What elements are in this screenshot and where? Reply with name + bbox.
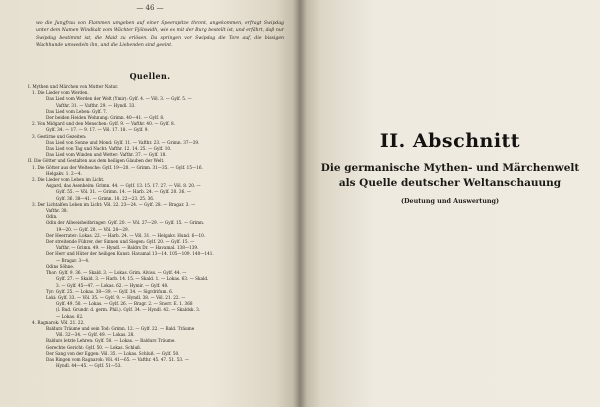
source-entry: Vafthr. 31. — Vafthr. 29. — Hyndl. 33.: [56, 102, 136, 108]
source-entry: Der streitende Führer, der Sinnen und Siegen: Gylf. 20. — Gylf. 15. —: [46, 239, 195, 245]
source-entry: Der Herr und Hüter der heiligen Kunst: Havamal 13—14. 105—109. 140—141.: [46, 251, 214, 257]
intro-paragraph: wo die Jungfrau von Flammen umgeben auf einer Speerspitze thront, angekommen, erfragt Swipdag unter dem Namen Windkalt vom Wächter Fjölswidh, wie es mit der Burg bestellt ist, und erfährt, daß nur Swipdag bestimmt ist, die Maid zu erlösen. Da springen vor Swipdag die Tore auf, die bissigen Wachhunde umwedeln ihn, und die Liebenden sind geeint.: [36, 21, 284, 49]
source-entry: Baldurs letzte Lehren: Gylf. 50. — Lokas. — Baldurs Träume.: [46, 338, 176, 344]
source-entry: 1. Die Lieder vom Werden.: [32, 90, 89, 96]
source-entry: Vafthr. — Grimn. 49. — Hyndl. — Baldrs Dr. — Havamal. 138—139.: [56, 245, 199, 251]
source-entry: Das Lied von Sonne und Mond: Gylf. 11. — Vafthr. 23. — Grimn. 37—39.: [46, 139, 200, 145]
source-entry: Das Lied von Tag und Nacht: Vafthr. 12. 14. 25. — Gylf. 10.: [46, 146, 172, 152]
chapter-note: (Deutung und Auswertung): [400, 197, 500, 205]
source-entry: Thor: Gylf. 9. 36. — Skald. 3. — Lokas. Grim. Alviss. — Gylf. 44. —: [46, 270, 187, 276]
source-entry: Das Lied vom Winden und Wetter: Vafthr. 37. — Gylf. 18.: [46, 152, 167, 158]
source-entry: 3. Der Lichtalfen Leben im Licht: Völ. 22. 23—24. — Gylf. 28. — Bragar. 3. —: [32, 201, 196, 207]
source-entry: Gylf. 55. — Völ. 31. — Grimn. 14. — Harb. 24. — Gylf. 20. 36. —: [56, 189, 192, 195]
source-entry: 3. — Gylf. 45—47. — Lokas. 62. — Hymir. — Gylf. 48.: [56, 282, 169, 288]
source-entry: Der Heerrater: Lokas. 22. — Harb. 24. — Völ. 31. — Helgakv. Hund. 6—10.: [46, 232, 206, 238]
source-entry: Asgard, das Asenheim: Grimn. 44. — Gylf. 13. 15. 17. 27. — Völ. 8. 20. —: [46, 183, 201, 189]
source-entry: Der Sang von der Eggen: Völ. 35. — Lokas. Schluß. — Gylf. 50.: [46, 350, 180, 356]
source-entry: Gylf. 27. — Skald. 3. — Harb. 14. 15. — Skald. 1. — Lokas. 63. — Skald.: [56, 276, 209, 282]
page-number: — 46 —: [136, 4, 164, 12]
source-entry: (l. Bud. Grundr. d. germ. Phil.). Gylf. 34. — Hyndl. 42. — Skaldsk. 3.: [56, 307, 201, 313]
source-entry: Odin der Allweisheitbringer: Gylf. 20. — Völ. 27—29. — Gylf. 15. — Grimn.: [46, 220, 205, 226]
source-entry: Helgakv. 1. 2—4.: [46, 170, 82, 176]
source-entry: Vafthr. 38.: [46, 208, 68, 214]
chapter-heading-block: [300, 130, 600, 205]
source-entry: Das Ringen vom Ragnarok: Völ. 41—65. — Vafthr. 45. 47. 51. 53. —: [46, 356, 189, 362]
chapter-title: II. Abschnitt: [379, 130, 521, 152]
source-entry: Loki: Gylf. 33. — Völ. 35. — Gylf. 9. — Hyndl. 38. — Völ. 21. 22. —: [46, 294, 186, 300]
source-entry: 2. Von Midgard und den Menschen: Gylf. 9. — Vafthr. 40. — Gylf. 8.: [32, 121, 176, 127]
source-entry: — Bragar. 3—4.: [56, 257, 90, 263]
source-entry: 3. Gestirne und Gezeiten:: [32, 133, 87, 139]
source-entry: 4. Ragnarok: Völ. 21. 22.: [32, 319, 85, 325]
source-entry: 2. Die Lieder vom Leben im Licht.: [32, 177, 105, 183]
source-entry: II. Die Götter und Gestalten aus dem heiligen Glauben der Welt.: [28, 158, 165, 164]
source-entry: Baldurs Träume und sein Tod: Grimn. 12. — Gylf. 22. — Bald. Träume: [46, 325, 195, 331]
source-entry: Gylf. 36. 38—41. — Grimn. 18. 22—23. 25. 36.: [56, 195, 155, 201]
source-entry: Das Lied vom Leben: Gylf. 7.: [46, 108, 108, 114]
source-entry: Völ. 32—34. — Gylf. 49. — Lokas. 28.: [56, 332, 135, 338]
source-entry: Tyr: Gylf. 25. — Lokas. 38—39. — Gylf. 34. — Sigrdrifum. 6.: [46, 288, 174, 294]
sources-list: [28, 84, 290, 369]
chapter-subtitle-line-2: als Quelle deutscher Weltanschauung: [338, 177, 562, 189]
source-entry: 19—20. — Gylf. 20. — Völ. 28—29.: [56, 226, 129, 232]
source-entry: Der beiden Heiden Wohnung: Grimn. 40—41. — Gylf. 8.: [46, 115, 165, 121]
source-entry: Gylf. 49. 50. — Lokas. — Gylf. 26. — Bragr. 2. — Snorr. E. 1. 368: [56, 301, 193, 307]
chapter-subtitle-line-1: Die germanische Mythen- und Märchenwelt: [320, 162, 580, 174]
source-entry: Odins Söhne.: [46, 263, 75, 269]
chapter-subtitle: [300, 161, 600, 191]
source-entry: — Lokas. 62.: [56, 313, 84, 319]
source-entry: 1. Die Götter aus der Weltesche: Gylf. 19—20. — Grimn. 31—35. — Gylf. 15—16.: [32, 164, 203, 170]
source-entry: I. Mythen und Märchen von Mutter Natur.: [28, 84, 119, 89]
source-entry: Das Lied vom Werden der Welt (Ymir): Gylf. 4. — Völ. 3. — Gylf. 5. —: [46, 96, 192, 102]
source-entry: Hyndl. 44—45. — Gylf. 51—53.: [56, 363, 122, 369]
source-entry: Gylf. 34. — 17. — 9. 17. — Völ. 17. 18. — Gylf. 9.: [46, 127, 149, 133]
sources-heading: Quellen.: [129, 71, 171, 81]
source-entry: Odin.: [46, 214, 58, 220]
source-entry: Gerechte Gericht: Gylf. 50. — Lokas. Schluß.: [46, 344, 142, 350]
